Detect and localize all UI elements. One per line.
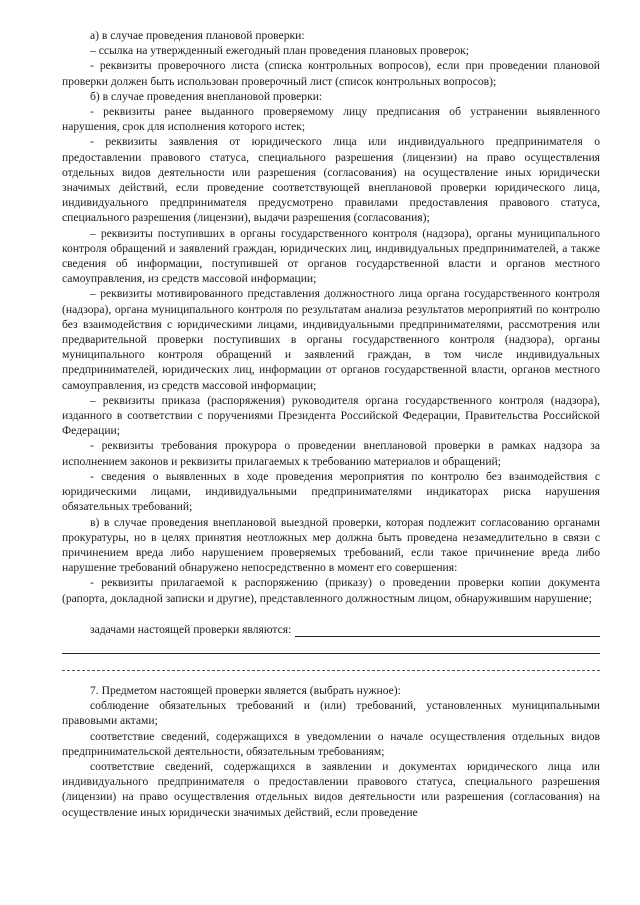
tasks-label: задачами настоящей проверки являются: bbox=[90, 622, 292, 636]
section-b-item: – реквизиты поступивших в органы государственного контроля (надзора), органы муниципального контроля обращений и заявлений граждан, юридических лиц, индивидуальных предпринимателей, а также сведения об информации, поступившей от органов государственной власти и органов местного самоуправления, из средств массовой информации; bbox=[62, 226, 600, 286]
section-v-item: - реквизиты прилагаемой к распоряжению (приказу) о проведении проверки копии документа (рапорта, докладной записки и другие), представленного должностным лицом, обнаружившим нарушение; bbox=[62, 576, 600, 605]
section-7-item: соблюдение обязательных требований и (или) требований, установленных муниципальными правовыми актами; bbox=[62, 699, 600, 728]
section-7-item: соответствие сведений, содержащихся в уведомлении о начале осуществления отдельных видов предпринимательской деятельности, обязательным требованиям; bbox=[62, 729, 600, 758]
section-b-item: - реквизиты ранее выданного проверяемому лицу предписания об устранении выявленного нарушения, срок для исполнения которого истек; bbox=[62, 105, 600, 134]
section-a-item: – ссылка на утвержденный ежегодный план проведения плановых проверок; bbox=[90, 44, 469, 58]
spacer bbox=[62, 671, 600, 683]
section-7-heading: 7. Предметом настоящей проверки является (выбрать нужное): bbox=[90, 683, 401, 697]
tasks-fill-line[interactable] bbox=[295, 624, 600, 637]
section-b-item: – реквизиты мотивированного представления должностного лица органа государственного контроля (надзора), органа муниципального контроля по результатам анализа результатов мероприятий по контролю без взаимодействия с юридическими лицами, индивидуальными предпринимателями, рассмотрения или предварительной проверки поступивших в органы государственного контроля (надзора), органы муниципального контроля обращений и заявлений граждан, в том числе индивидуальных предпринимателей, юридических лиц, информации от органов государственной власти, органов местного самоуправления, из средств массовой информации; bbox=[62, 287, 600, 392]
section-v-heading: в) в случае проведения внеплановой выездной проверки, которая подлежит согласованию органами прокуратуры, но в целях принятия неотложных мер должна быть проведена незамедлительно в связи с причинением вреда либо нарушением проверяемых требований, если такое причинение вреда либо нарушение требований обнаружено непосредственно в момент его совершения: bbox=[62, 515, 600, 575]
spacer bbox=[62, 606, 600, 618]
section-b-item: - сведения о выявленных в ходе проведения мероприятия по контролю без взаимодействия с юридическими лицами, индивидуальными предпринимателями индикаторах риска нарушения обязательных требований; bbox=[62, 469, 600, 514]
section-a-heading: а) в случае проведения плановой проверки: bbox=[90, 29, 305, 42]
section-b-heading: б) в случае проведения внеплановой проверки: bbox=[90, 89, 323, 103]
tasks-field bbox=[90, 622, 600, 637]
section-a-item: - реквизиты проверочного листа (списка контрольных вопросов), если при проведении плановой проверки должен быть использован проверочный лист (список контрольных вопросов); bbox=[62, 59, 600, 88]
section-7-item: соответствие сведений, содержащихся в заявлении и документах юридического лица или индивидуального предпринимателя о предоставлении правового статуса, специального разрешения (лицензии) на право осуществления отдельных видов деятельности или разрешения (согласования) на осуществление иных юридически значимых действий, если проведение bbox=[62, 759, 600, 819]
section-b-item: - реквизиты заявления от юридического лица или индивидуального предпринимателя о предоставлении правового статуса, специального разрешения (лицензии) на право осуществления отдельных видов деятельности или разрешения (согласования) на осуществление иных юридически значимых действий, если проведение соответствующей внеплановой проверки юридического лица, индивидуального предпринимателя предусмотрено правилами предоставления правового статуса, специального разрешения (лицензии), выдачи разрешения (согласования); bbox=[62, 135, 600, 225]
section-b-item: - реквизиты требования прокурора о проведении внеплановой проверки в рамках надзора за исполнением законов и реквизиты прилагаемых к требованию материалов и обращений; bbox=[62, 439, 600, 468]
tasks-fill-line[interactable] bbox=[62, 654, 600, 671]
tasks-fill-line[interactable] bbox=[62, 637, 600, 654]
section-b-item: – реквизиты приказа (распоряжения) руководителя органа государственного контроля (надзора), изданного в соответствии с поручениями Президента Российской Федерации, Правительства Российской Федерации; bbox=[62, 393, 600, 438]
